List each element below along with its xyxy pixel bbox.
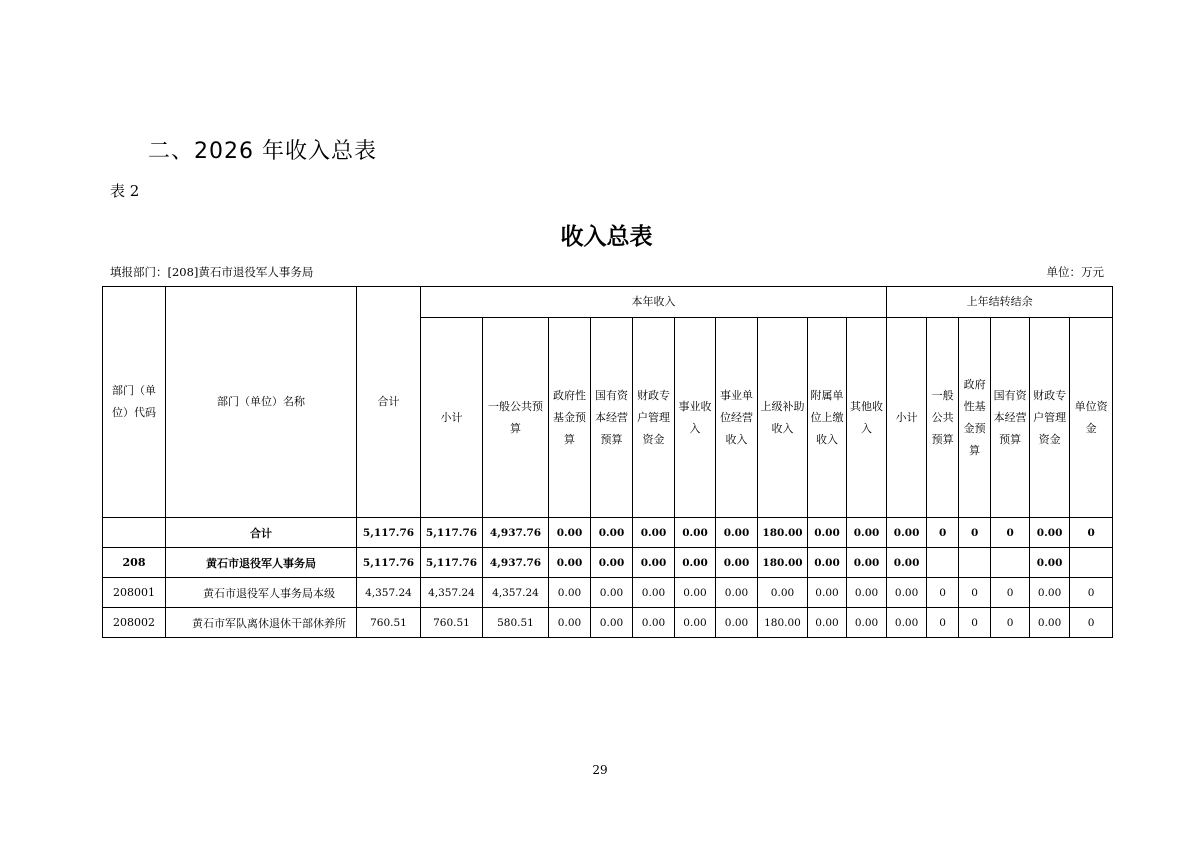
cell-value: 0.00 <box>633 518 675 548</box>
cell-value: 0.00 <box>887 518 927 548</box>
cell-value: 0.00 <box>675 518 716 548</box>
header-cy-general-budget: 一般公共预算 <box>483 318 549 518</box>
table-number: 表 2 <box>110 182 140 200</box>
page-title: 收入总表 <box>560 224 653 250</box>
cell-value: 0.00 <box>675 548 716 578</box>
header-cy-business-income: 事业收入 <box>675 318 716 518</box>
header-current-year-income: 本年收入 <box>421 287 887 318</box>
header-code: 部门（单位）代码 <box>103 287 166 518</box>
row-code <box>103 518 166 548</box>
cell-value: 4,357.24 <box>483 578 549 608</box>
cell-value <box>991 548 1030 578</box>
cell-value: 0.00 <box>847 578 887 608</box>
cell-value: 180.00 <box>758 518 808 548</box>
cell-value: 0.00 <box>847 548 887 578</box>
cell-value: 0.00 <box>633 608 675 638</box>
cell-value: 0 <box>959 518 991 548</box>
row-name: 黄石市退役军人事务局本级 <box>166 578 357 608</box>
header-co-subtotal: 小计 <box>887 318 927 518</box>
header-cy-other-income: 其他收入 <box>847 318 887 518</box>
header-name: 部门（单位）名称 <box>166 287 357 518</box>
cell-value: 0.00 <box>549 548 591 578</box>
cell-value: 4,937.76 <box>483 548 549 578</box>
cell-value: 0.00 <box>808 578 847 608</box>
header-total: 合计 <box>357 287 421 518</box>
row-name: 合计 <box>166 518 357 548</box>
cell-value: 0 <box>1070 578 1113 608</box>
table-row <box>103 608 1113 638</box>
cell-value: 4,357.24 <box>421 578 483 608</box>
header-co-state-capital: 国有资本经营预算 <box>991 318 1030 518</box>
header-cy-superior-subsidy: 上级补助收入 <box>758 318 808 518</box>
cell-value: 0.00 <box>591 548 633 578</box>
cell-value <box>927 548 959 578</box>
cell-value: 4,937.76 <box>483 518 549 548</box>
cell-value: 0 <box>927 608 959 638</box>
cell-value: 0 <box>959 578 991 608</box>
cell-value: 760.51 <box>421 608 483 638</box>
cell-value: 0.00 <box>591 578 633 608</box>
header-cy-special-account: 财政专户管理资金 <box>633 318 675 518</box>
cell-value: 5,117.76 <box>357 518 421 548</box>
cell-value: 0.00 <box>847 608 887 638</box>
cell-value: 0.00 <box>716 518 758 548</box>
header-cy-state-capital: 国有资本经营预算 <box>591 318 633 518</box>
cell-value: 0.00 <box>887 548 927 578</box>
cell-value: 0.00 <box>716 548 758 578</box>
header-co-special-account: 财政专户管理资金 <box>1030 318 1070 518</box>
cell-value: 0.00 <box>887 608 927 638</box>
cell-value: 0.00 <box>1030 518 1070 548</box>
cell-value: 0.00 <box>808 608 847 638</box>
row-code: 208 <box>103 548 166 578</box>
cell-value: 0.00 <box>633 578 675 608</box>
header-co-general-budget: 一般公共预算 <box>927 318 959 518</box>
cell-value: 0.00 <box>1030 578 1070 608</box>
row-name: 黄石市退役军人事务局 <box>166 548 357 578</box>
header-cy-affiliated-remit: 附属单位上缴收入 <box>808 318 847 518</box>
cell-value: 0 <box>927 578 959 608</box>
cell-value: 0.00 <box>1030 608 1070 638</box>
cell-value: 0.00 <box>591 518 633 548</box>
cell-value: 0.00 <box>847 518 887 548</box>
cell-value: 5,117.76 <box>421 518 483 548</box>
cell-value: 0.00 <box>591 608 633 638</box>
header-cy-subtotal: 小计 <box>421 318 483 518</box>
cell-value: 0.00 <box>1030 548 1070 578</box>
cell-value: 0 <box>927 518 959 548</box>
table-row <box>103 548 1113 578</box>
cell-value: 0.00 <box>716 608 758 638</box>
header-carryover: 上年结转结余 <box>887 287 1113 318</box>
cell-value: 5,117.76 <box>421 548 483 578</box>
cell-value: 180.00 <box>758 608 808 638</box>
cell-value: 5,117.76 <box>357 548 421 578</box>
cell-value: 0.00 <box>887 578 927 608</box>
header-cy-gov-fund: 政府性基金预算 <box>549 318 591 518</box>
cell-value <box>959 548 991 578</box>
cell-value: 0 <box>959 608 991 638</box>
cell-value: 0.00 <box>808 518 847 548</box>
header-co-gov-fund: 政府性基金预算 <box>959 318 991 518</box>
cell-value: 0.00 <box>633 548 675 578</box>
cell-value: 0 <box>991 578 1030 608</box>
table-row <box>103 518 1113 548</box>
table-row <box>103 578 1113 608</box>
cell-value: 0.00 <box>808 548 847 578</box>
cell-value <box>1070 548 1113 578</box>
reporting-department: 填报部门：[208]黄石市退役军人事务局 <box>110 265 314 279</box>
cell-value: 0 <box>1070 518 1113 548</box>
row-name: 黄石市军队离休退休干部休养所 <box>166 608 357 638</box>
header-cy-operating-income: 事业单位经营收入 <box>716 318 758 518</box>
cell-value: 0.00 <box>716 578 758 608</box>
cell-value: 760.51 <box>357 608 421 638</box>
cell-value: 0.00 <box>549 578 591 608</box>
page-number: 29 <box>592 763 608 777</box>
cell-value: 580.51 <box>483 608 549 638</box>
cell-value: 0.00 <box>549 518 591 548</box>
header-co-unit-funds: 单位资金 <box>1070 318 1113 518</box>
income-summary-table <box>102 286 1113 638</box>
unit-label: 单位：万元 <box>1046 265 1104 279</box>
row-code: 208001 <box>103 578 166 608</box>
cell-value: 0 <box>991 518 1030 548</box>
cell-value: 180.00 <box>758 548 808 578</box>
cell-value: 0 <box>1070 608 1113 638</box>
cell-value: 0.00 <box>549 608 591 638</box>
cell-value: 0.00 <box>675 608 716 638</box>
cell-value: 0.00 <box>758 578 808 608</box>
cell-value: 0.00 <box>675 578 716 608</box>
row-code: 208002 <box>103 608 166 638</box>
cell-value: 0 <box>991 608 1030 638</box>
section-title: 二、2026 年收入总表 <box>148 139 377 164</box>
cell-value: 4,357.24 <box>357 578 421 608</box>
